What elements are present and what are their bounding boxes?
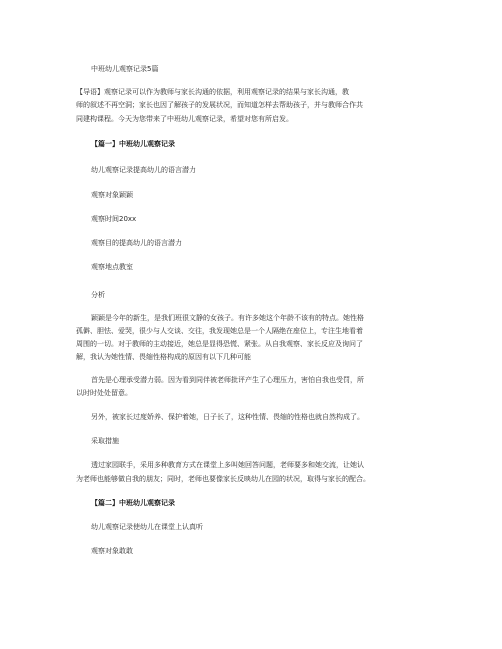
document-title: 中班幼儿观察记录5篇 bbox=[91, 65, 159, 73]
observation-object: 观察对象颖颖 bbox=[91, 191, 133, 199]
section-1-heading: 【篇一】中班幼儿观察记录 bbox=[91, 140, 175, 148]
analysis-line-2: 孤僻、胆怯、爱哭，很少与人交谈、交往，我发现她总是一个人隔绝在座位上，专注生地看着 bbox=[76, 327, 363, 335]
observation-place: 观察地点教室 bbox=[91, 263, 133, 271]
reason-2-line: 另外，被家长过度娇养、保护着她，日子长了，这种性情、畏缩的性格也就自然构成了。 bbox=[91, 413, 364, 421]
reason-1-line-1: 首先是心理承受潜力弱。因为看到同伴被老师批评产生了心理压力，害怕自我也受罚，所 bbox=[91, 376, 364, 384]
observation-goal: 观察目的提高幼儿的语言潜力 bbox=[91, 239, 182, 247]
section-2-heading: 【篇二】中班幼儿观察记录 bbox=[91, 499, 175, 507]
reason-1-line-2: 以时时处处留意。 bbox=[76, 389, 132, 397]
intro-line-3: 同建构课程。今天为您带来了中班幼儿观察记录，希望对您有所启发。 bbox=[76, 115, 293, 123]
measures-line-1: 透过家园联手，采用多种教育方式在课堂上多叫她回答问题，老师要多和她交流，让她认 bbox=[91, 461, 364, 469]
intro-line-2: 师的叙述不再空洞；家长也因了解孩子的发展状况，而知道怎样去帮助孩子，并与教师合作共 bbox=[76, 101, 363, 109]
intro-line-1: 【导语】观察记录可以作为教师与家长沟通的依据，利用观察记录的结果与家长沟通，教 bbox=[76, 88, 349, 96]
section-1-subtitle: 幼儿观察记录提高幼儿的语言潜力 bbox=[91, 166, 196, 174]
analysis-line-4: 解，我认为她性情、畏缩性格构成的原因有以下几种可能 bbox=[76, 353, 251, 361]
analysis-label: 分析 bbox=[91, 291, 105, 299]
analysis-line-1: 颖颖是今年的新生，是我们班很文静的女孩子。有许多她这个年龄不该有的特点。她性格 bbox=[91, 314, 364, 322]
measures-label: 采取措施 bbox=[91, 437, 119, 445]
observation-time: 观察时间20xx bbox=[91, 215, 137, 223]
analysis-line-3: 周围的一切。对于教师的主动接近，她总是显得恐慌、紧张。从自我观察、家长反应及询问了 bbox=[76, 340, 363, 348]
measures-line-2: 为老师也能够做自我的朋友；同时，老师也要像家长反映幼儿在园的状况，取得与家长的配合。 bbox=[76, 475, 370, 483]
section-2-subtitle: 幼儿观察记录使幼儿在课堂上认真听 bbox=[91, 523, 203, 531]
section-2-observation-object: 观察对象敢敢 bbox=[91, 547, 133, 555]
